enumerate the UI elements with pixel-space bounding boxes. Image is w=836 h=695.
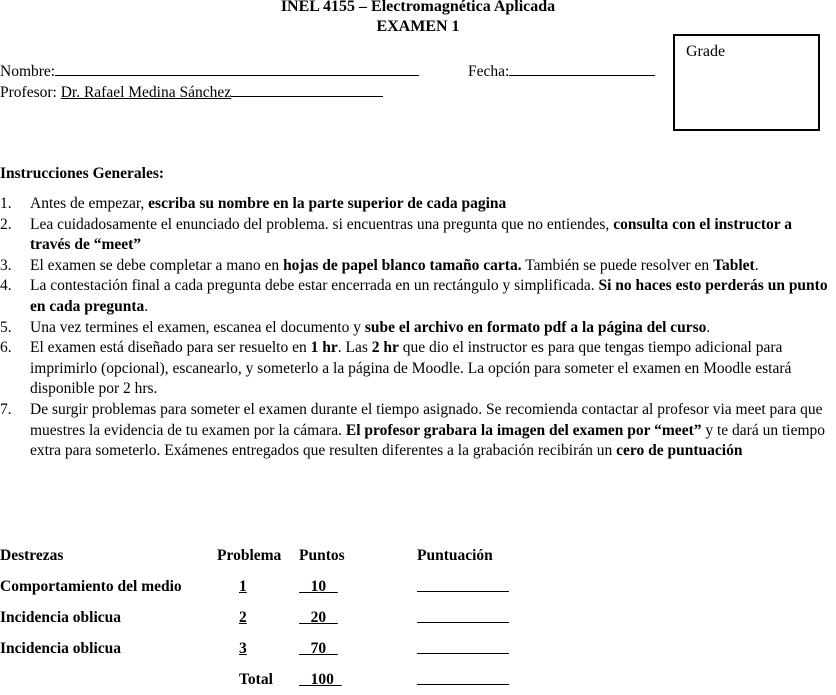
instruction-item bbox=[0, 215, 834, 256]
instruction-text: . Las bbox=[337, 339, 372, 357]
instruction-item bbox=[0, 194, 834, 215]
instruction-text: consulta con el instructor a través de “meet” bbox=[30, 215, 793, 254]
score-table bbox=[0, 540, 509, 695]
instruction-text: Si no haces esto perderás un punto en cada pregunta bbox=[30, 277, 828, 315]
instruction-text: El profesor grabara la imagen del examen por “meet” bbox=[345, 421, 702, 439]
instructions-heading: Instrucciones Generales: bbox=[0, 165, 165, 182]
instruction-text: . bbox=[144, 297, 149, 315]
instruction-number: 7. bbox=[0, 400, 12, 418]
row-problem: 1 bbox=[239, 577, 247, 595]
row-score-field[interactable] bbox=[417, 608, 509, 623]
professor-row bbox=[0, 82, 383, 102]
table-row bbox=[0, 602, 509, 633]
instruction-text: De surgir problemas para someter el examen durante el tiempo asignado. Se recomienda contactar al profesor via meet para que muestres la evidencia de tu examen por la cámara. bbox=[30, 400, 823, 439]
instruction-text: hojas de papel blanco tamaño carta. bbox=[283, 256, 522, 274]
row-points: 10 bbox=[310, 577, 327, 595]
instruction-number: 6. bbox=[0, 339, 12, 357]
instruction-text: 1 hr bbox=[310, 339, 338, 357]
professor-label: Profesor: bbox=[0, 84, 57, 101]
name-label: Nombre: bbox=[0, 63, 56, 80]
instruction-text: 2 hr bbox=[371, 339, 399, 357]
instruction-text: . bbox=[754, 256, 759, 274]
total-score-field[interactable] bbox=[417, 670, 509, 685]
grade-box bbox=[673, 34, 820, 131]
table-row bbox=[0, 571, 509, 602]
date-row bbox=[468, 61, 655, 81]
instruction-text: Antes de empezar, bbox=[30, 195, 149, 212]
professor-underline bbox=[231, 82, 383, 97]
date-label: Fecha: bbox=[468, 63, 510, 80]
instruction-text: Tablet bbox=[713, 256, 755, 274]
course-title: INEL 4155 – Electromagnética Aplicada bbox=[280, 0, 556, 15]
instruction-text: . bbox=[706, 318, 711, 336]
total-label: Total bbox=[239, 670, 273, 688]
row-points: 70 bbox=[310, 639, 327, 657]
name-field[interactable] bbox=[55, 61, 419, 76]
row-score-field[interactable] bbox=[417, 639, 509, 654]
instruction-text: La contestación final a cada pregunta debe estar encerrada en un rectángulo y simplificada. bbox=[30, 277, 599, 295]
instruction-text: cero de puntuación bbox=[616, 442, 743, 460]
instruction-item bbox=[0, 276, 834, 317]
instruction-text: El examen está diseñado para ser resuelto en bbox=[30, 339, 311, 357]
instruction-text: Una vez termines el examen, escanea el documento y bbox=[30, 318, 365, 336]
total-row bbox=[0, 664, 509, 695]
instruction-text: El examen se debe completar a mano en bbox=[30, 256, 284, 274]
row-problem: 2 bbox=[239, 608, 247, 626]
instruction-number: 5. bbox=[0, 318, 12, 336]
header-points: Puntos bbox=[299, 546, 345, 564]
instruction-text: Lea cuidadosamente el enunciado del problema. si encuentras una pregunta que no entiendes, bbox=[30, 215, 614, 233]
header-skills: Destrezas bbox=[0, 546, 64, 564]
header-problem: Problema bbox=[217, 546, 282, 564]
row-score-field[interactable] bbox=[417, 577, 509, 592]
score-table-header bbox=[0, 540, 509, 571]
instruction-item bbox=[0, 256, 834, 277]
instruction-text: que dio el instructor es para que tengas tiempo adicional para imprimirlo (opcional), escanearlo, y someterlo a la página de Moodle. La opción para someter el examen en Moodle estará disponible por 2 hrs. bbox=[30, 339, 792, 398]
instruction-text: escriba su nombre en la parte superior de cada pagina bbox=[148, 195, 507, 212]
instruction-text: sube el archivo en formato pdf a la página del curso bbox=[364, 318, 707, 336]
date-field[interactable] bbox=[509, 61, 655, 76]
instruction-text: También se puede resolver en bbox=[521, 256, 714, 274]
instruction-item bbox=[0, 318, 834, 339]
row-skill: Incidencia oblicua bbox=[0, 608, 122, 626]
professor-name: Dr. Rafael Medina Sánchez bbox=[60, 84, 232, 101]
instruction-number: 3. bbox=[0, 256, 12, 274]
instruction-item bbox=[0, 400, 834, 462]
total-points: 100 bbox=[310, 670, 334, 688]
row-skill: Comportamiento del medio bbox=[0, 577, 182, 595]
row-skill: Incidencia oblicua bbox=[0, 639, 122, 657]
grade-label: Grade bbox=[686, 43, 726, 60]
instruction-number: 1. bbox=[0, 195, 12, 212]
instructions-list bbox=[0, 194, 834, 462]
header-score: Puntuación bbox=[417, 546, 493, 564]
table-row bbox=[0, 633, 509, 664]
instruction-number: 2. bbox=[0, 215, 12, 233]
row-points: 20 bbox=[310, 608, 327, 626]
exam-title: EXAMEN 1 bbox=[376, 18, 460, 35]
row-problem: 3 bbox=[239, 639, 247, 657]
instruction-item bbox=[0, 338, 834, 400]
name-row bbox=[0, 61, 419, 81]
instruction-text: y te dará un tiempo extra para someterlo. Exámenes entregados que resulten diferentes a la grabación recibirán un bbox=[30, 421, 826, 460]
instruction-number: 4. bbox=[0, 277, 12, 295]
